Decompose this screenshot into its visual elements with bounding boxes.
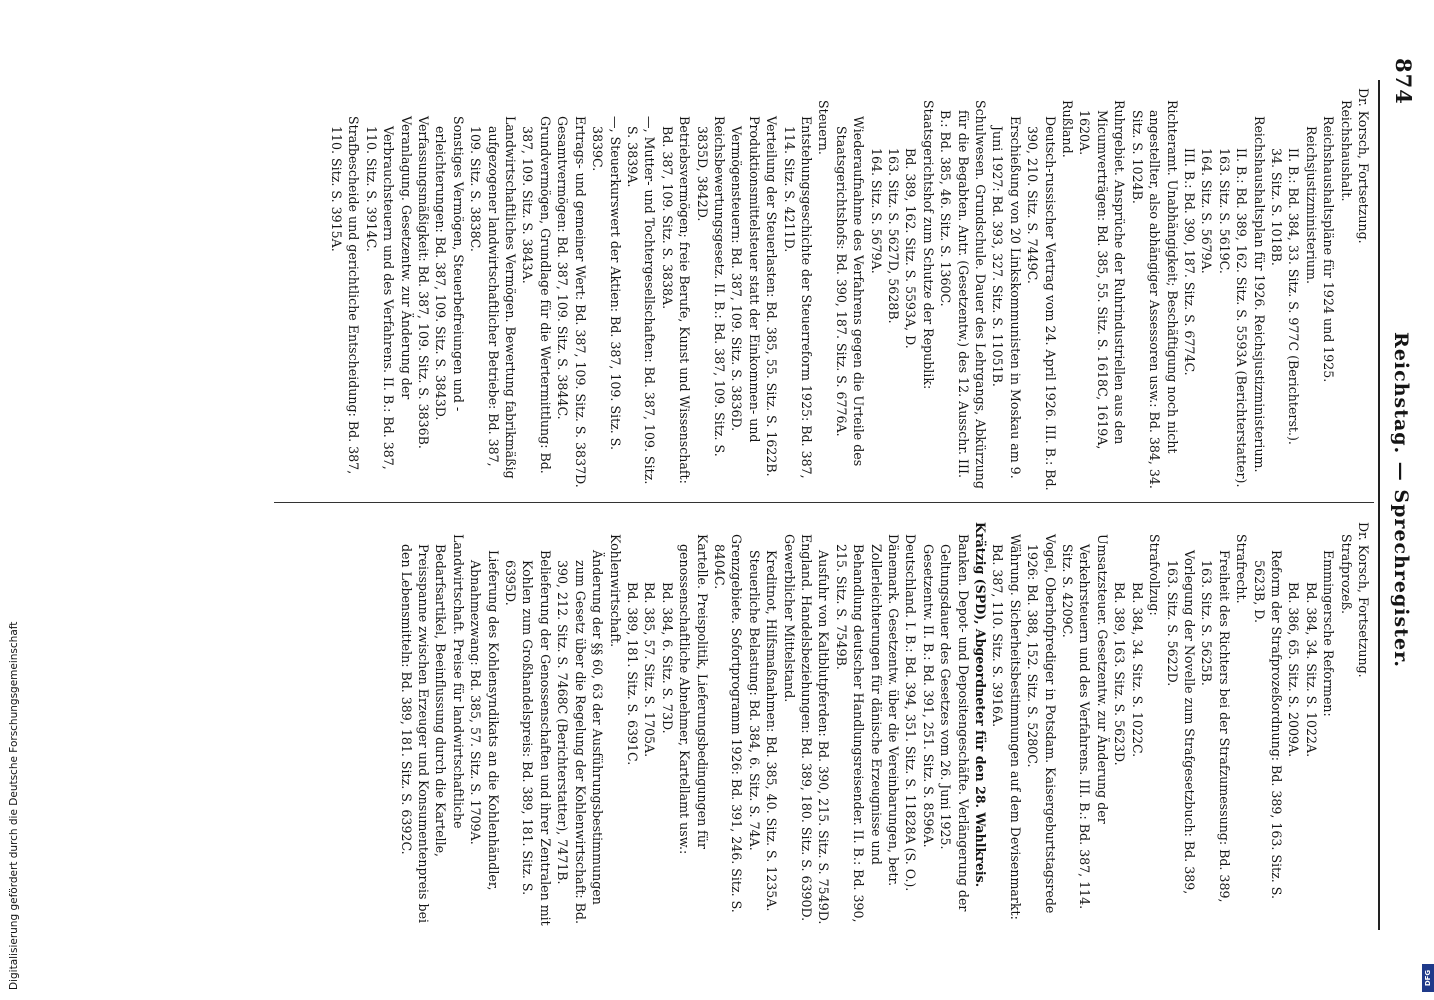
index-entry: —, Steuerkurswert der Aktien: Bd. 387, 109. Sitz. S. 3839C. [590,116,623,450]
index-entry: Strafbescheide und gerichtliche Entscheidung: Bd. 387, 110. Sitz. S. 3915A. [329,116,362,475]
index-entry: Bd. 384, 34. Sitz. S. 1022A. [1303,582,1319,758]
index-entry: Reichsbewertungsgesetz. II. B.: Bd. 387, 109. Sitz. S. 3835D, 3842D. [694,116,727,457]
index-entry: Strafrecht. [1234,534,1250,604]
index-entry: Gesamtvermögen: Bd. 387, 109. Sitz. S. 3844C. [555,116,571,420]
index-entry: 164. Sitz. S. 5679A. [868,148,884,274]
index-entry: III. B.: Bd. 390, 187. Sitz. S. 6774C. [1181,148,1197,376]
index-entry: Reichshaushalt. [1338,100,1354,202]
index-entry: Ausfuhr von Kaltblutpferden: Bd. 390, 215. Sitz. S. 7549D. [816,550,832,925]
page-number: 874 [1391,58,1416,105]
index-entry: Verteilung der Steuerlasten: Bd. 385, 55. Sitz. S. 1622B. [764,116,780,477]
index-entry: II. B.: Bd. 389, 162. Sitz. S. 5593A (Berichterstatter). [1234,148,1250,488]
index-entry: Produktionsmittelsteuer statt der Einkommen- und Vermögensteuern: Bd. 387, 109. Sitz. S. 3836D. [729,116,762,443]
index-entry: Reform der Strafprozeßordnung: Bd. 389, 163. Sitz. S. 5623B, D. [1251,550,1284,899]
index-entry: Entstehungsgeschichte der Steuerreform 1925: Bd. 387, 114. Sitz. S. 4211D. [781,116,814,479]
index-entry: Kreditnot, Hilfsmaßnahmen: Bd. 385, 40. Sitz. S. 1235A. [764,550,780,912]
index-entry: Landwirtschaftliches Vermögen. Bewertung fabrikmäßig aufgezogener landwirtschaftlicher Betriebe: Bd. 387, 109. Sitz. S. 3838C. [468,116,519,479]
index-entry: Steuerliche Belastung: Bd. 384, 6. Sitz. S. 74A. [746,550,762,851]
index-entry: Kohlenwirtschaft. [607,534,623,648]
index-entry: Umsatzsteuer. Gesetzentw. zur Änderung der Verkehrsteuern und des Verfahrens. III. B.: Bd. 387, 114. Sitz. S. 4209C. [1060,534,1110,910]
index-entry: Gewerblicher Mittelstand. [781,534,797,703]
index-entry: II. B.: Bd. 384, 33. Sitz. S. 977C (Berichterst.). [1286,148,1302,445]
index-entry: 163. Sitz. S. 5627D, 5628B. [886,148,902,324]
index-entry: Reichshaushaltsplan für 1926. Reichsjustizministerium. [1251,116,1267,473]
index-entry: Grundvermögen, Grundlage für die Wertermittlung: Bd. 387, 109. Sitz. S. 3843A. [520,116,553,474]
index-entry: Vorlegung der Novelle zum Strafgesetzbuch: Bd. 389, 163. Sitz. S. 5622D. [1164,550,1197,895]
index-entry: 164. Sitz. S. 5679A. [1199,148,1215,274]
index-entry: 163. Sitz. S. 5619C. [1216,148,1232,274]
index-entry: Deutsch-russischer Vertrag vom 24. April 1926. III. B.: Bd. 390, 210. Sitz. S. 7449C. [1025,116,1058,491]
index-entry: Strafvollzug: [1147,534,1163,616]
index-entry: Änderung der §§ 60, 63 der Ausführungsbestimmungen zum Gesetz über die Regelung der Kohlenwirtschaft: Bd. 390, 212. Sitz. S. 7468C (Berichterstatter), 7471B. [555,550,606,924]
index-entry: Bd. 384, 34. Sitz. S. 1022C. [1129,582,1145,758]
index-entry: Dr. Korsch, Fortsetzung. [1356,522,1371,678]
index-entry: Dänemark. Gesetzentw. über die Vereinbarungen, betr. Zollerleichterungen für dänische Erzeugnisse und Behandlung deutscher Handlungsreisender. II. B.: Bd. 390, 215. Sitz. S. 7549B. [833,534,902,923]
index-entry: Dr. Korsch, Fortsetzung. [1356,88,1371,244]
header-rule [1378,80,1380,930]
running-head: Reichstag. — Sprechregister. [1390,332,1412,668]
index-entry: Währung. Sicherheitsbestimmungen auf dem Devisenmarkt: Bd. 387, 110. Sitz. S. 3916A. [990,534,1023,920]
index-entry: Steuern. [816,100,832,155]
index-entry: Banken. Depot- und Depositengeschäfte. Verlängerung der Geltungsdauer des Gesetzes vom 26. Juni 1925. Gesetzentw. II. B.: Bd. 391, 251. Sitz. S. 8596A. [920,534,971,912]
index-entry: Deutschland. I. B.: Bd. 394, 351. Sitz. S. 11828A (S. O.). [903,534,919,892]
dfg-logo-icon [1422,964,1434,992]
index-entry: Wiederaufnahme des Verfahrens gegen die Urteile des Staatsgerichtshofs: Bd. 390, 187. Sitz. S. 6776A. [833,116,867,467]
index-entry: Freiheit des Richters bei der Strafzumessung: Bd. 389, 163. Sitz. S. 5625B. [1199,550,1232,903]
index-entry: Emmingersche Reformen: [1321,550,1337,717]
index-entry: Landwirtschaft. Preise für landwirtschaftliche Bedarfsartikel, Beeinflussung durch die Kartelle, Preisspanne zwischen Erzeuger und Konsumentenpreis bei den Lebensmitteln: Bd. 389, 181. Sitz. S. 6392C. [398,534,466,924]
index-entry: —, Mutter- und Tochtergesellschaften: Bd. 387, 109. Sitz. S. 3839A. [624,116,658,485]
index-entry: Verfassungsmäßigkeit: Bd. 387, 109. Sitz. S. 3836B. [416,116,432,449]
column-divider [274,502,1374,503]
index-entry: Bd. 389, 162. Sitz. S. 5593A, D. [903,148,919,349]
digitization-note: Digitalisierung gefördert durch die Deutsche Forschungsgemeinschaft [8,621,20,990]
index-entry: Bd. 389, 181. Sitz. S. 6391C. [624,582,640,766]
index-entry: Erschießung von 20 Linkskommunisten in Moskau am 9. Juni 1927: Bd. 393, 327. Sitz. S. 11051B. [990,116,1023,479]
index-entry: Schulwesen. Grundschule. Dauer des Lehrgangs, Abkürzung für die Begabten. Antr. (Gesetzentw.) des 12. Ausschr. III. B.: Bd. 385, 46. Sitz. S. 1360C. [938,100,989,489]
index-entry: Rußland. [1060,100,1076,158]
right-column [397,522,1372,926]
index-entry: Ruhrgebiet. Ansprüche der Ruhrindustriellen aus den Micumverträgen: Bd. 385, 55. Sitz. S. 1618C, 1619A, 1620A. [1077,100,1128,450]
dfg-logo-text: DFG [1424,969,1432,987]
index-entry: Vogel, Oberhofprediger in Potsdam. Kaisergeburtstagsrede 1926: Bd. 388, 152. Sitz. S. 5280C. [1025,534,1058,914]
index-entry: 34. Sitz. S. 1018B. [1268,148,1284,266]
index-entry: Richteramt. Unabhängigkeit; Beschäftigung noch nicht angestellter, also abhängiger Assessoren usw.: Bd. 384, 34. Sitz. S. 1024B. [1129,100,1180,489]
index-entry: Bd. 386, 65. Sitz. S. 2009A. [1286,582,1302,758]
index-entry: Belieferung der Genossenschaften und ihrer Zentralen mit Kohlen zum Großhandelspreis: Bd. 389, 181. Sitz. S. 6395D. [503,550,553,926]
index-entry: Reichshaushaltspläne für 1924 und 1925. Reichsjustizministerium. [1303,116,1337,383]
index-entry: Bd. 385, 57. Sitz. S. 1705A. [642,582,658,758]
index-entry: Strafprozeß. [1338,534,1354,615]
index-entry: Grenzgebiete. Sofortprogramm 1926: Bd. 391, 246. Sitz. S. 8404C. [711,534,745,913]
index-entry: Bd. 384, 6. Sitz. S. 73D. [659,582,675,734]
index-entry: Veranlagung. Gesetzentw. zur Änderung der Verbrauchsteuern und des Verfahrens. II. B.: Bd. 387, 110. Sitz. S. 3914C. [363,116,414,470]
index-entry: Kartelle. Preispolitik, Lieferungsbedingungen für genossenschaftliche Abnehmer, Kartellamt usw.: [677,534,710,855]
left-column [328,88,1372,492]
index-entry: England. Handelsbeziehungen: Bd. 389, 180. Sitz. S. 6390D. [799,534,814,922]
index-entry: Bd. 389, 163. Sitz. S. 5623D. [1112,582,1128,766]
index-entry: Krätzig (SPD), Abgeordneter für den 28. Wahlkreis. [973,522,989,888]
index-entry: Betriebsvermögen; freie Berufe, Kunst und Wissenschaft: Bd. 387, 109. Sitz. S. 3838A. [659,116,693,484]
index-entry: Staatsgerichtshof zum Schutze der Republik: [920,100,936,390]
index-entry: Lieferung des Kohlensyndikats an die Kohlenhändler, Abnahmezwang: Bd. 385, 57. Sitz. S. 1709A. [468,550,501,891]
index-entry: Ertrags- und gemeiner Wert: Bd. 387, 109. Sitz. S. 3837D. [572,116,588,488]
index-entry: Sonstiges Vermögen, Steuerbefreiungen und -erleichterungen: Bd. 387, 109. Sitz. S. 3843D. [433,116,466,421]
